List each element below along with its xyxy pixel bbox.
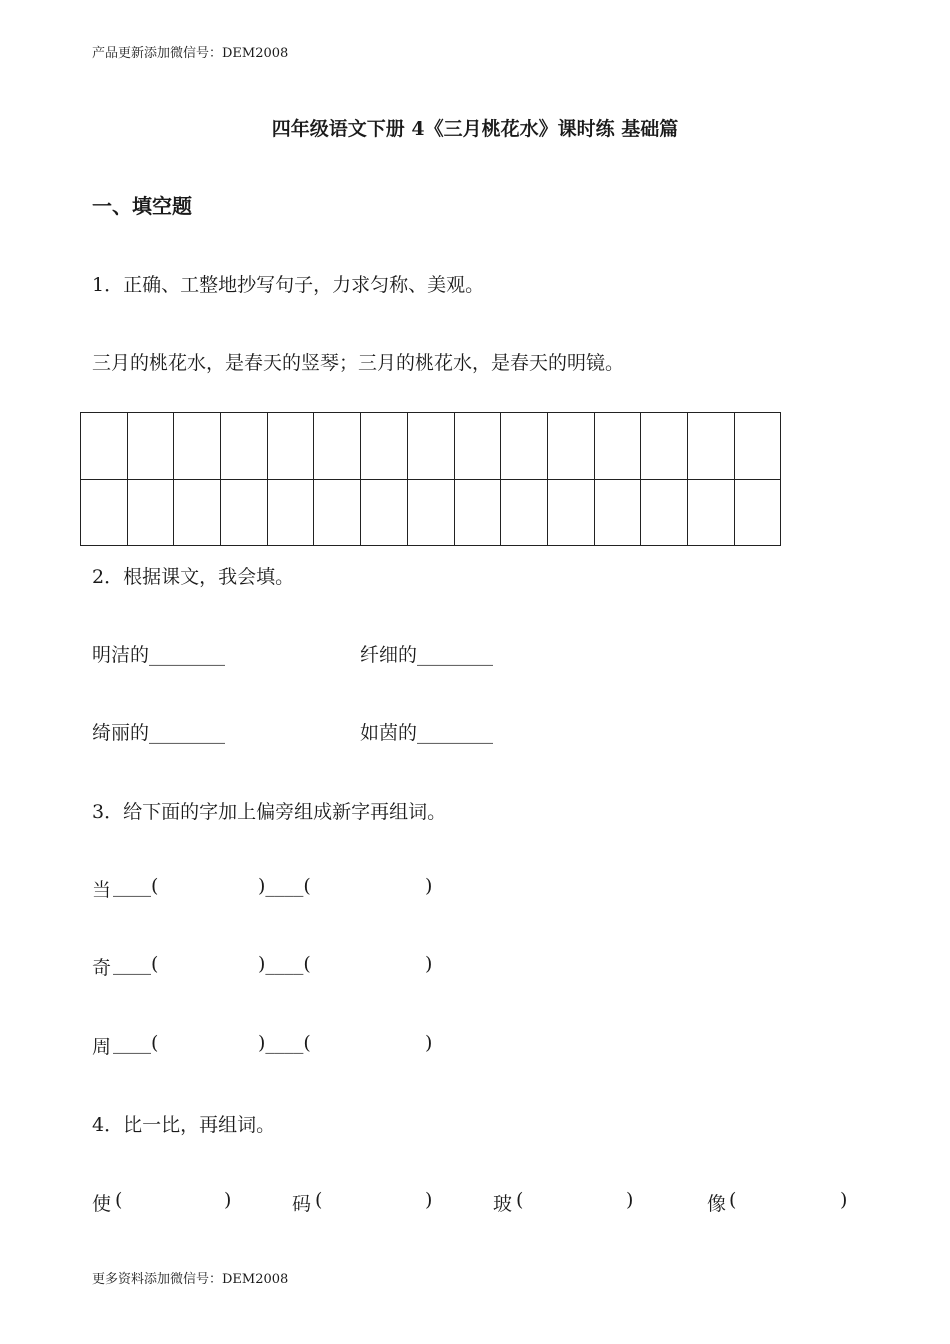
grid-cell[interactable]: [81, 413, 128, 480]
q4-paren-open[interactable]: (: [729, 1189, 737, 1211]
grid-cell[interactable]: [407, 479, 454, 546]
q4-paren-close: ): [626, 1189, 634, 1211]
grid-cell[interactable]: [267, 479, 314, 546]
grid-cell[interactable]: [127, 413, 174, 480]
q4-char: 玻: [493, 1193, 513, 1215]
grid-cell[interactable]: [687, 479, 734, 546]
q4-char: 码: [292, 1193, 312, 1215]
q3-prompt: 3．给下面的字加上偏旁组成新字再组词。: [92, 801, 447, 823]
header-note: 产品更新添加微信号：DEM2008: [92, 46, 289, 61]
grid-cell[interactable]: [221, 413, 268, 480]
writing-grid: [80, 412, 781, 546]
q4-char: 使: [92, 1193, 112, 1215]
grid-cell[interactable]: [267, 413, 314, 480]
q3-blank-c: ): [425, 875, 433, 897]
q4-char: 像: [707, 1193, 727, 1215]
q3-blank-a[interactable]: ____(: [113, 875, 159, 897]
grid-cell[interactable]: [127, 479, 174, 546]
q2-prompt: 2．根据课文，我会填。: [92, 566, 295, 588]
q4-paren-open[interactable]: (: [115, 1189, 123, 1211]
grid-cell[interactable]: [314, 479, 361, 546]
grid-cell[interactable]: [174, 479, 221, 546]
q4-paren-open[interactable]: (: [516, 1189, 524, 1211]
grid-cell[interactable]: [641, 413, 688, 480]
q2-blank-qili[interactable]: 绮丽的________: [92, 722, 226, 744]
q4-prompt: 4．比一比，再组词。: [92, 1114, 276, 1136]
q3-blank-a[interactable]: ____(: [113, 1032, 159, 1054]
q3-char: 周: [92, 1036, 112, 1058]
grid-row: [81, 413, 781, 480]
grid-cell[interactable]: [734, 413, 781, 480]
q2-blank-xianxi[interactable]: 纤细的________: [360, 644, 494, 666]
grid-cell[interactable]: [594, 479, 641, 546]
grid-cell[interactable]: [547, 479, 594, 546]
q4-paren-close: ): [224, 1189, 232, 1211]
footer-note: 更多资料添加微信号：DEM2008: [92, 1272, 289, 1287]
q4-paren-close: ): [425, 1189, 433, 1211]
q2-blank-mingjie[interactable]: 明洁的________: [92, 644, 226, 666]
grid-cell[interactable]: [687, 413, 734, 480]
grid-cell[interactable]: [314, 413, 361, 480]
grid-row: [81, 479, 781, 546]
q2-blank-ruyin[interactable]: 如茵的________: [360, 722, 494, 744]
q4-paren-close: ): [840, 1189, 848, 1211]
q3-blank-a[interactable]: ____(: [113, 953, 159, 975]
q4-paren-open[interactable]: (: [315, 1189, 323, 1211]
q1-sentence: 三月的桃花水，是春天的竖琴；三月的桃花水，是春天的明镜。: [92, 352, 625, 374]
grid-cell[interactable]: [361, 413, 408, 480]
grid-cell[interactable]: [594, 413, 641, 480]
grid-cell[interactable]: [501, 479, 548, 546]
q3-blank-b[interactable]: )____(: [258, 1032, 311, 1054]
grid-cell[interactable]: [501, 413, 548, 480]
section-heading: 一、填空题: [92, 194, 192, 218]
q3-blank-b[interactable]: )____(: [258, 953, 311, 975]
grid-cell[interactable]: [454, 413, 501, 480]
grid-cell[interactable]: [81, 479, 128, 546]
grid-cell[interactable]: [641, 479, 688, 546]
q3-blank-c: ): [425, 1032, 433, 1054]
grid-cell[interactable]: [407, 413, 454, 480]
q1-prompt: 1．正确、工整地抄写句子，力求匀称、美观。: [92, 274, 485, 296]
q3-char: 当: [92, 879, 112, 901]
grid-cell[interactable]: [174, 413, 221, 480]
grid-cell[interactable]: [734, 479, 781, 546]
q3-blank-c: ): [425, 953, 433, 975]
grid-cell[interactable]: [221, 479, 268, 546]
page-title: 四年级语文下册 4《三月桃花水》课时练 基础篇: [271, 118, 679, 140]
grid-cell[interactable]: [361, 479, 408, 546]
q3-char: 奇: [92, 957, 112, 979]
grid-cell[interactable]: [454, 479, 501, 546]
q3-blank-b[interactable]: )____(: [258, 875, 311, 897]
grid-cell[interactable]: [547, 413, 594, 480]
